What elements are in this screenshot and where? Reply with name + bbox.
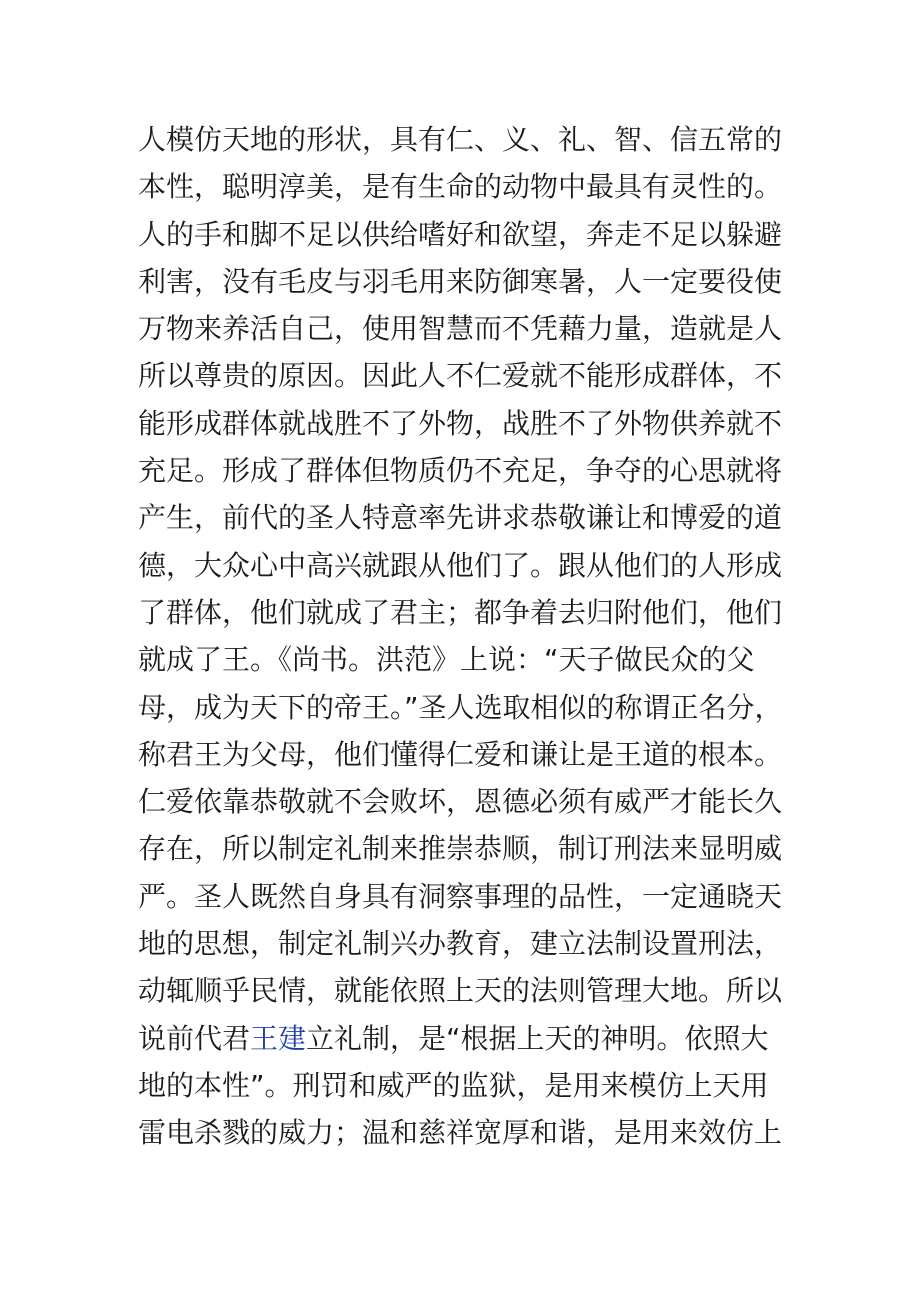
text-line: 充足。形成了群体但物质仍不充足，争夺的心思就将 xyxy=(138,454,783,488)
text-line: 所以尊贵的原因。因此人不仁爱就不能形成群体，不 xyxy=(138,359,783,393)
text-line: 德，大众心中高兴就跟从他们了。跟从他们的人形成 xyxy=(138,548,783,582)
text-line: 雷电杀戮的威力；温和慈祥宽厚和谐，是用来效仿上 xyxy=(138,1116,783,1150)
text-line: 利害，没有毛皮与羽毛用来防御寒暑，人一定要役使 xyxy=(138,264,783,298)
person-link[interactable]: 王建 xyxy=(250,1021,307,1055)
text-line: 本性，聪明淳美，是有生命的动物中最具有灵性的。 xyxy=(138,170,783,204)
text-line: 人的手和脚不足以供给嗜好和欲望，奔走不足以躲避 xyxy=(138,217,783,251)
text-segment: 立礼制，是“根据上天的神明。依照大 xyxy=(306,1021,769,1055)
text-line: 动辄顺乎民情，就能依照上天的法则管理大地。所以 xyxy=(138,974,783,1008)
text-line: 产生，前代的圣人特意率先讲求恭敬谦让和博爱的道 xyxy=(138,501,783,535)
text-segment: 说前代君 xyxy=(138,1021,251,1055)
text-line: 存在，所以制定礼制来推崇恭顺，制订刑法来显明威 xyxy=(138,832,783,866)
text-line-with-link xyxy=(138,1015,838,1062)
text-line: 称君王为父母，他们懂得仁爱和谦让是王道的根本。 xyxy=(138,737,783,771)
text-line: 地的思想，制定礼制兴办教育，建立法制设置刑法， xyxy=(138,927,783,961)
text-line: 了群体，他们就成了君主；都争着去归附他们，他们 xyxy=(138,595,783,629)
text-line: 人模仿天地的形状，具有仁、义、礼、智、信五常的 xyxy=(138,123,783,156)
text-line: 地的本性”。刑罚和威严的监狱，是用来模仿上天用 xyxy=(138,1068,769,1102)
text-line: 万物来养活自己，使用智慧而不凭藉力量，造就是人 xyxy=(138,312,783,346)
text-line: 严。圣人既然自身具有洞察事理的品性，一定通晓天 xyxy=(138,879,783,913)
body-text xyxy=(138,116,838,1157)
text-line: 母，成为天下的帝王。”圣人选取相似的称谓正名分， xyxy=(138,690,783,724)
text-line: 能形成群体就战胜不了外物，战胜不了外物供养就不 xyxy=(138,406,783,440)
text-line: 就成了王。《尚书。洪范》上说：“天子做民众的父 xyxy=(138,643,755,677)
text-line: 仁爱依靠恭敬就不会败坏，恩德必须有威严才能长久 xyxy=(138,785,783,819)
